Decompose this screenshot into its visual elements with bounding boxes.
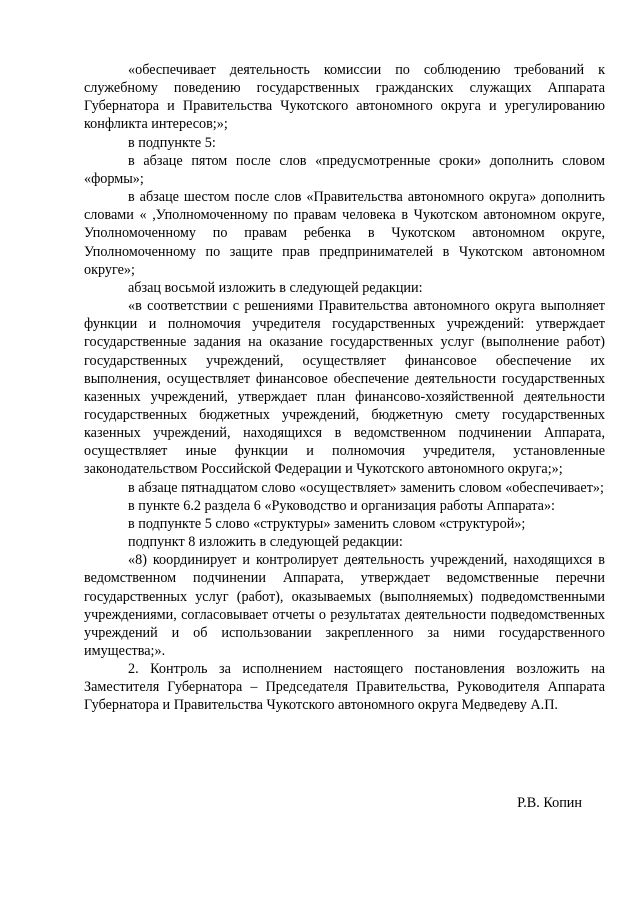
paragraph: в пункте 6.2 раздела 6 «Руководство и организация работы Аппарата»: (128, 497, 556, 514)
paragraph: 2. Контроль за исполнением настоящего постановления возложить на Заместителя Губернатора – Председателя Правительства, Руководителя Аппарата Губернатора и Правительства Чукотского автономного округа Медведеву А.П. (84, 661, 605, 714)
paragraph: подпункт 8 изложить в следующей редакции: (128, 534, 403, 551)
paragraph: «8) координирует и контролирует деятельность учреждений, находящихся в ведомственном подчинении Аппарата, утверждает ведомственные перечни государственных услуг (работ), оказываемых (выполняемых) подведомственными учреждениями, согласовывает отчеты о результатах деятельности подведомственных учреждений и об использовании закрепленного за ними государственного имущества;». (84, 552, 605, 659)
paragraph: в подпункте 5: (128, 134, 216, 151)
paragraph: в абзаце пятом после слов «предусмотренные сроки» дополнить словом «формы»; (84, 152, 605, 187)
paragraph: в абзаце пятнадцатом слово «осуществляет» заменить словом «обеспечивает»; (128, 479, 604, 496)
paragraph: «обеспечивает деятельность комиссии по соблюдению требований к служебному поведению государственных гражданских служащих Аппарата Губернатора и Правительства Чукотского автономного округа и урегулированию конфликта интересов;»; (84, 62, 605, 133)
signature: Р.В. Копин (517, 795, 582, 811)
paragraph: в подпункте 5 слово «структуры» заменить словом «структурой»; (128, 515, 526, 532)
paragraph: в абзаце шестом после слов «Правительства автономного округа» дополнить словами « ,Уполномоченному по правам человека в Чукотском автономном округе, Уполномоченному по правам ребенка в Чукотском автономном округе, Уполномоченному по защите прав предпринимателей в Чукотском автономном округе»; (84, 189, 605, 278)
paragraph: абзац восьмой изложить в следующей редакции: (128, 279, 423, 296)
paragraph: «в соответствии с решениями Правительства автономного округа выполняет функции и полномочия учредителя государственных учреждений: утверждает государственные задания на оказание государственных услуг (выполнение работ) государственных учреждений, осуществляет финансовое обеспечение их выполнения, осуществляет финансовое обеспечение деятельности государственных казенных учреждений, утверждает план финансово-хозяйственной деятельности государственных бюджетных учреждений, бюджетную смету государственных казенных учреждений, находящихся в ведомственном подчинении Аппарата, осуществляет иные функции и полномочия учредителя, установленные законодательством Российской Федерации и Чукотского автономного округа;»; (84, 298, 605, 478)
document-body (84, 61, 605, 715)
